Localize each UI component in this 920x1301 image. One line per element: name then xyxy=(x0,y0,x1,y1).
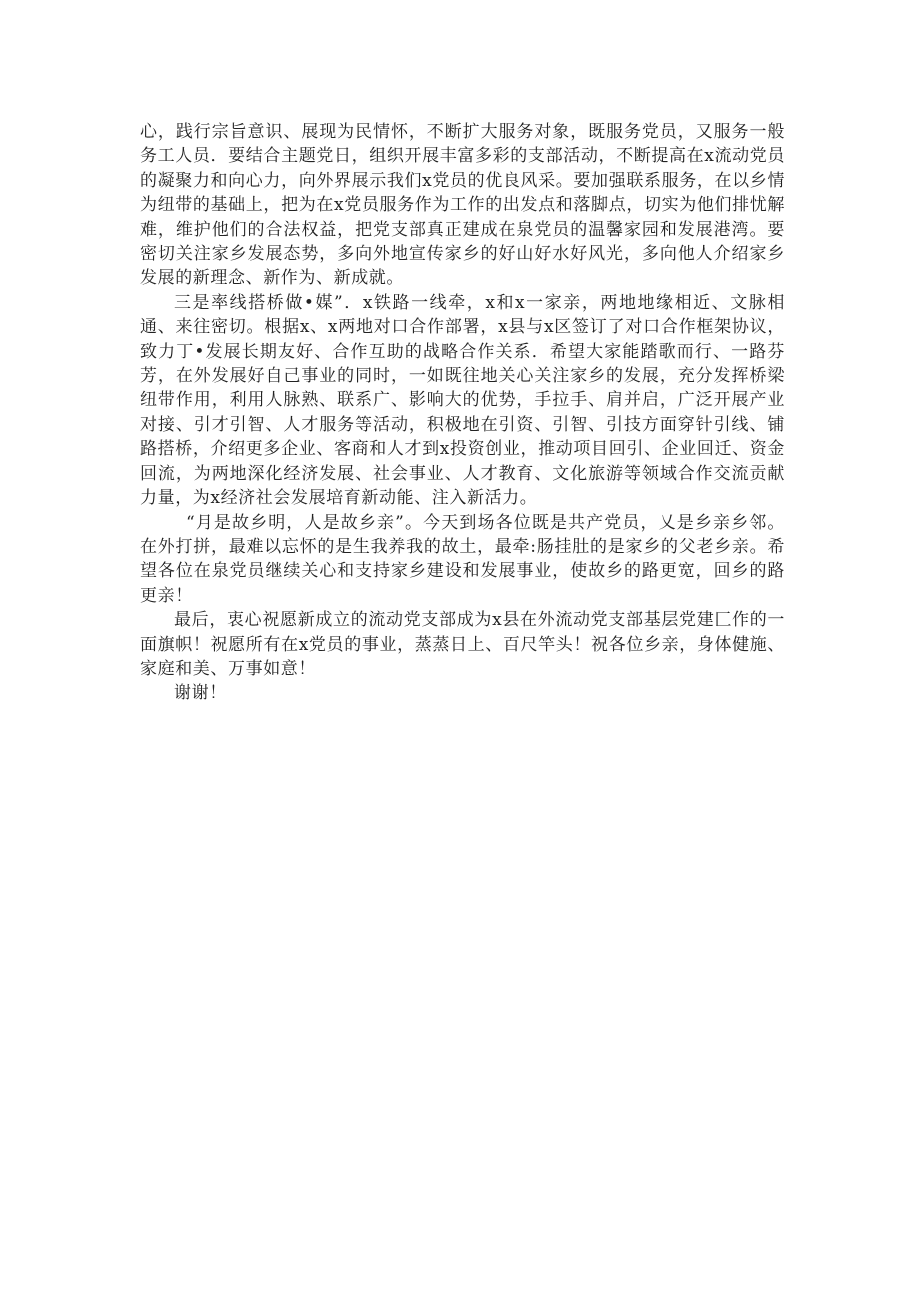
paragraph-wishes: 最后，衷心祝愿新成立的流动党支部成为x县在外流动党支部基层党建匚作的一面旗帜！祝愿所有在x党员的事业，蒸蒸日上、百尺竿头！祝各位乡亲，身体健施、家庭和美、万事如意！ xyxy=(140,610,785,679)
paragraph-service: 心，践行宗旨意识、展现为民情怀，不断扩大服务对象，既服务党员，又服务一般务工人员．要结合主题党日，组织开展丰富多彩的支部活动，不断提高在x流动党员的凝聚力和向心力，向外界展示我们x党员的优良风采。要加强联系服务，在以乡情为纽带的基础上，把为在x党员服务作为工作的出发点和落脚点，切实为他们排忧解难，维护他们的合法权益，把党支部真正建成在泉党员的温馨家园和发展港湾。要密切关注家乡发展态势，多向外地宣传家乡的好山好水好风光，多向他人介绍家乡发展的新理念、新作为、新成就。 xyxy=(140,122,785,289)
document-page xyxy=(140,120,785,706)
paragraph-bridge: 三是率线搭桥做•媒”．x铁路一线牵，x和x一家亲，两地地缘相近、文脉相通、来往密切。根据x、x两地对口合作部署，x县与x区签订了对口合作框架协议，致力丁•发展长期友好、合作互助的战略合作关系．希望大家能踏歌而行、一路芬芳，在外发展好自己事业的同时，一如既往地关心关注家乡的发展，充分发挥桥梁纽带作用，利用人脉熟、联系广、影响大的优势，手拉手、肩并启，广泛开展产业对接、引才引智、人才服务等活动，积极地在引资、引智、引技方面穿针引线、铺路搭桥，介绍更多企业、客商和人才到x投资创业，推动项目回引、企业回迁、资金回流，为两地深化经济发展、社会事业、人才教育、文化旅游等领域合作交流贡献力量，为x经济社会发展培育新动能、注入新活力。 xyxy=(140,292,785,509)
paragraph-hometown: “月是故乡明，人是故乡亲”。今天到场各位既是共产党员，乂是乡亲乡邻。在外打拼，最难以忘怀的是生我养我的故土，最牵:肠挂肚的是家乡的父老乡亲。希望各位在泉党员继续关心和支持家乡建设和发展事业，使故乡的路更宽，回乡的路更亲！ xyxy=(140,512,785,606)
paragraph-thanks: 谢谢！ xyxy=(174,683,227,704)
